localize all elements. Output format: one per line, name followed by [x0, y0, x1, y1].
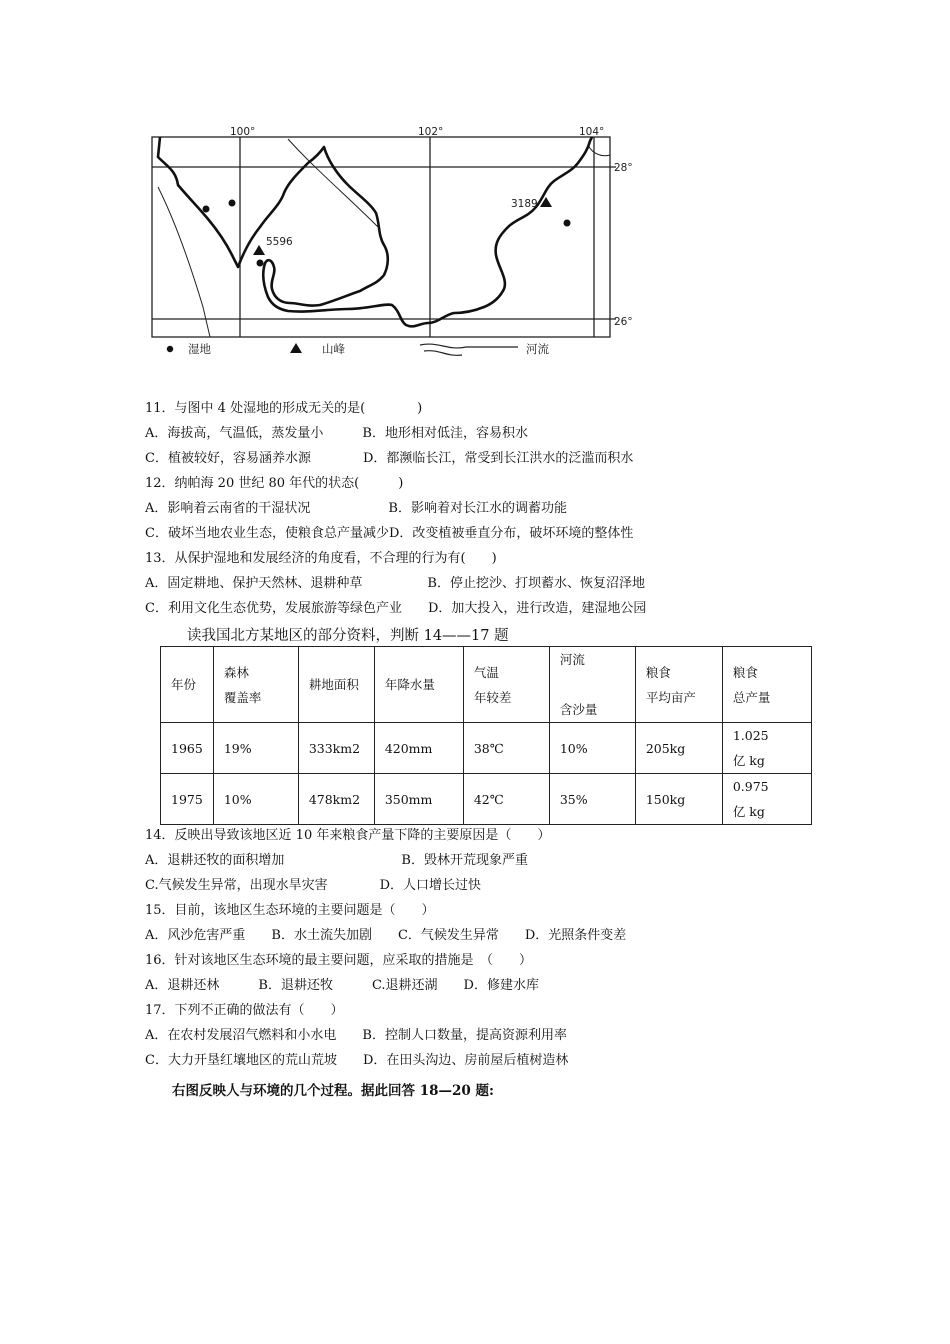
map-legend	[167, 342, 550, 356]
question-17-options-cd: C．大力开垦红壤地区的荒山荒坡 D．在田头沟边、房前屋后植树造林	[145, 1053, 569, 1068]
lat-26-label: 26°	[614, 316, 633, 328]
cell-grain-yield: 150kg	[635, 774, 722, 825]
cell-grain-total: 0.975 亿 kg	[722, 774, 811, 825]
cell-river-sediment: 35%	[549, 774, 635, 825]
question-16: 16．针对该地区生态环境的最主要问题，应采取的措施是 （ ）	[145, 953, 533, 968]
wetland-2	[229, 200, 236, 207]
question-11-options-cd: C．植被较好，容易涵养水源 D．都濒临长江，常受到长江洪水的泛滥而积水	[145, 451, 634, 466]
peak-3189-label: 3189	[511, 198, 538, 210]
lon-100-label: 100°	[230, 127, 256, 138]
header-year: 年份	[161, 647, 214, 723]
wetland-4	[564, 220, 571, 227]
cell-annual-precip: 420mm	[374, 723, 463, 774]
header-river-sediment: 河流 含沙量	[549, 647, 635, 723]
legend-wetland-label: 湿地	[188, 342, 211, 356]
question-11-options-ab: A．海拔高，气温低，蒸发量小 B．地形相对低洼，容易积水	[145, 426, 528, 441]
question-14-options-cd: C.气候发生异常，出现水旱灾害 D．人口增长过快	[145, 878, 482, 893]
legend-river-label: 河流	[526, 342, 549, 356]
question-13-options-ab: A．固定耕地、保护天然林、退耕种草 B．停止挖沙、打坝蓄水、恢复沼泽地	[145, 576, 645, 591]
cell-annual-precip: 350mm	[374, 774, 463, 825]
header-forest-cover: 森林 覆盖率	[213, 647, 298, 723]
header-grain-yield: 粮食 平均亩产	[635, 647, 722, 723]
cell-river-sediment: 10%	[549, 723, 635, 774]
header-temp-range: 气温 年较差	[463, 647, 549, 723]
header-farmland-area: 耕地面积	[298, 647, 374, 723]
question-17-options-ab: A．在农村发展沼气燃料和小水电 B．控制人口数量，提高资源利用率	[145, 1028, 567, 1043]
question-13: 13．从保护湿地和发展经济的角度看，不合理的行为有( )	[145, 551, 497, 566]
legend-peak-label: 山峰	[322, 342, 345, 356]
question-13-options-cd: C．利用文化生态优势，发展旅游等绿色产业 D．加大投入，进行改造，建湿地公园	[145, 601, 647, 616]
cell-year: 1965	[161, 723, 214, 774]
cell-forest-cover: 19%	[213, 723, 298, 774]
question-12-options-cd: C．破坏当地农业生态，使粮食总产量减少D．改变植被垂直分布，破坏环境的整体性	[145, 526, 634, 541]
cell-temp-range: 38℃	[463, 723, 549, 774]
header-grain-total: 粮食 总产量	[722, 647, 811, 723]
question-14-options-ab: A．退耕还牧的面积增加 B．毁林开荒现象严重	[145, 853, 528, 868]
question-15-options: A．风沙危害严重 B．水土流失加剧 C．气候发生异常 D．光照条件变差	[145, 928, 627, 943]
lon-104-label: 104°	[579, 127, 605, 138]
wetland-1	[203, 206, 210, 213]
peak-5596-label: 5596	[266, 236, 293, 248]
peak-5596-icon	[253, 245, 265, 255]
question-16-options: A．退耕还林 B．退耕还牧 C.退耕还湖 D．修建水库	[145, 978, 539, 993]
tributary-river-north	[288, 139, 378, 227]
table-row	[161, 723, 812, 774]
header-annual-precip: 年降水量	[374, 647, 463, 723]
question-17: 17．下列不正确的做法有（ ）	[145, 1003, 344, 1018]
wetland-3	[257, 260, 264, 267]
tributary-river-west	[158, 187, 210, 337]
main-river	[158, 137, 592, 326]
question-12-options-ab: A．影响着云南省的干湿状况 B．影响着对长江水的调蓄功能	[145, 501, 567, 516]
cell-grain-total: 1.025 亿 kg	[722, 723, 811, 774]
cell-year: 1975	[161, 774, 214, 825]
cell-forest-cover: 10%	[213, 774, 298, 825]
cell-grain-yield: 205kg	[635, 723, 722, 774]
section-title-14-17: 读我国北方某地区的部分资料，判断 14——17 题	[187, 628, 509, 644]
wetland-map	[148, 127, 648, 367]
question-14: 14．反映出导致该地区近 10 年来粮食产量下降的主要原因是（ ）	[145, 828, 551, 843]
question-11: 11．与图中 4 处湿地的形成无关的是( )	[145, 401, 423, 416]
question-15: 15．目前，该地区生态环境的主要问题是（ ）	[145, 903, 435, 918]
cell-temp-range: 42℃	[463, 774, 549, 825]
table-header-row	[161, 647, 812, 723]
cell-farmland-area: 478km2	[298, 774, 374, 825]
tributary-river-ne	[588, 145, 610, 156]
legend-peak-icon	[290, 343, 302, 353]
region-data-table	[160, 646, 812, 825]
question-12: 12．纳帕海 20 世纪 80 年代的状态( )	[145, 476, 404, 491]
lon-102-label: 102°	[418, 127, 444, 138]
table-row	[161, 774, 812, 825]
section-title-18-20: 右图反映人与环境的几个过程。据此回答 18—20 题:	[172, 1083, 494, 1099]
legend-river-icon	[420, 344, 518, 348]
legend-wetland-icon	[167, 346, 173, 352]
lat-28-label: 28°	[614, 162, 633, 174]
cell-farmland-area: 333km2	[298, 723, 374, 774]
